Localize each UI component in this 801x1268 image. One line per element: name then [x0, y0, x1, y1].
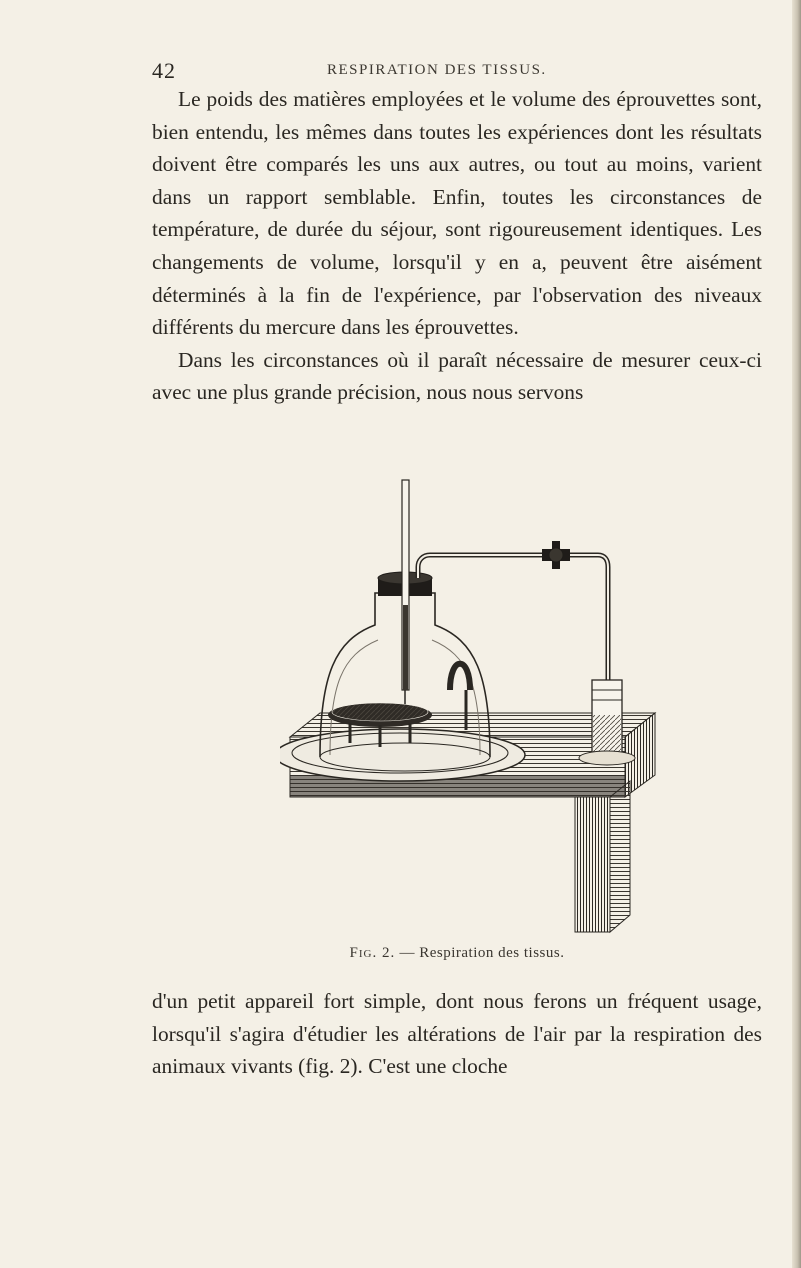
page-number: 42 — [152, 58, 176, 83]
delivery-tube — [418, 555, 608, 703]
caption-text: Respiration des tissus. — [419, 945, 565, 961]
body-text-top — [152, 83, 762, 409]
caption-separator: — — [399, 945, 415, 961]
figure-label: Fig. 2. — [349, 945, 396, 961]
page-edge — [792, 0, 801, 1268]
stopcock — [542, 541, 570, 569]
paragraph: d'un petit appareil fort simple, dont nous ferons un fréquent usage, lorsqu'il s'agira d'étudier les altérations de l'air par la respiration des animaux vivants (fig. 2). C'est une cloche — [152, 989, 762, 1079]
table-leg — [575, 797, 610, 932]
body-text-bottom — [152, 985, 762, 1083]
figure-apparatus-illustration — [280, 475, 670, 940]
paragraph: Dans les circonstances où il paraît nécessaire de mesurer ceux-ci avec une plus grande précision, nous nous servons — [152, 347, 762, 405]
figure-caption — [152, 945, 762, 962]
running-title: RESPIRATION DES TISSUS. — [327, 62, 547, 78]
paragraph: Le poids des matières employées et le volume des éprouvettes sont, bien entendu, les mêmes dans toutes les expériences dont les résultats doivent être comparés les uns aux autres, ou tout au moins, varient dans un rapport semblable. Enfin, toutes les circonstances de température, de durée du séjour, sont rigoureusement identiques. Les changements de volume, lorsqu'il y en a, peuvent être aisément déterminés à la fin de l'expérience, par l'observation des niveaux différents du mercure dans les éprouvettes. — [152, 87, 762, 340]
